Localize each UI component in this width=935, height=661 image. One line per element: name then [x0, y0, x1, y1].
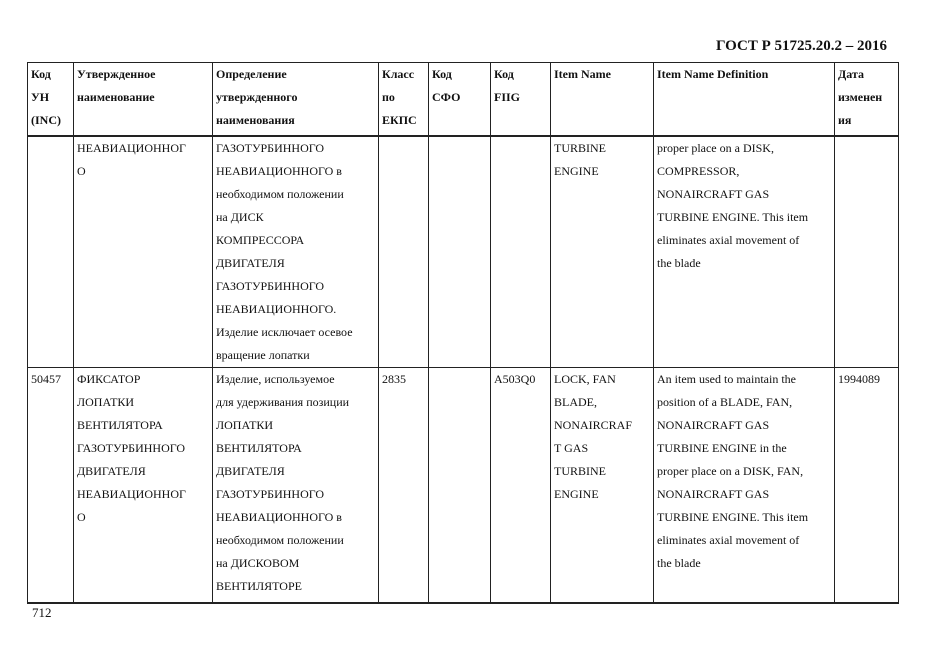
cell-approved-name: ФИКСАТОР ЛОПАТКИ ВЕНТИЛЯТОРА ГАЗОТУРБИННОГО ДВИГАТЕЛЯ НЕАВИАЦИОННОГ О	[74, 368, 213, 603]
cell-ekps-class	[379, 136, 429, 368]
cell-item-name-definition: proper place on a DISK, COMPRESSOR, NONAIRCRAFT GAS TURBINE ENGINE. This item eliminates axial movement of the blade	[654, 136, 835, 368]
cell-ekps-class: 2835	[379, 368, 429, 603]
header-fiig-code: Код FIIG	[491, 63, 551, 136]
document-id: ГОСТ Р 51725.20.2 – 2016	[715, 38, 887, 54]
cell-change-date: 1994089	[835, 368, 899, 603]
cell-inc-code: 50457	[28, 368, 74, 603]
cell-change-date	[835, 136, 899, 368]
cell-item-name: TURBINE ENGINE	[551, 136, 654, 368]
header-item-name-definition: Item Name Definition	[654, 63, 835, 136]
cell-item-name: LOCK, FAN BLADE, NONAIRCRAF T GAS TURBINE ENGINE	[551, 368, 654, 603]
cell-inc-code	[28, 136, 74, 368]
header-approved-name: Утвержденное наименование	[74, 63, 213, 136]
header-name-definition: Определение утвержденного наименования	[213, 63, 379, 136]
page-number: 712	[32, 605, 52, 620]
cell-fiig-code	[491, 136, 551, 368]
cell-fiig-code: A503Q0	[491, 368, 551, 603]
header-inc-code: Код УН (INC)	[28, 63, 74, 136]
cell-sfo-code	[429, 368, 491, 603]
cell-item-name-definition: An item used to maintain the position of a BLADE, FAN, NONAIRCRAFT GAS TURBINE ENGINE in the proper place on a DISK, FAN, NONAIRCRAFT GAS TURBINE ENGINE. This item eliminates axial movement of the blade	[654, 368, 835, 603]
header-item-name: Item Name	[551, 63, 654, 136]
header-change-date: Дата изменен ия	[835, 63, 899, 136]
table-row	[28, 368, 899, 603]
cell-name-definition: Изделие, используемое для удерживания позиции ЛОПАТКИ ВЕНТИЛЯТОРА ДВИГАТЕЛЯ ГАЗОТУРБИННОГО НЕАВИАЦИОННОГО в необходимом положении на ДИСКОВОМ ВЕНТИЛЯТОРЕ	[213, 368, 379, 603]
cell-sfo-code	[429, 136, 491, 368]
header-ekps-class: Класс по ЕКПС	[379, 63, 429, 136]
table-header-row	[28, 63, 899, 136]
cell-approved-name: НЕАВИАЦИОННОГ О	[74, 136, 213, 368]
cell-name-definition: ГАЗОТУРБИННОГО НЕАВИАЦИОННОГО в необходимом положении на ДИСК КОМПРЕССОРА ДВИГАТЕЛЯ ГАЗОТУРБИННОГО НЕАВИАЦИОННОГО. Изделие исключает осевое вращение лопатки	[213, 136, 379, 368]
table-row	[28, 136, 899, 368]
catalog-table	[27, 62, 899, 604]
header-sfo-code: Код СФО	[429, 63, 491, 136]
